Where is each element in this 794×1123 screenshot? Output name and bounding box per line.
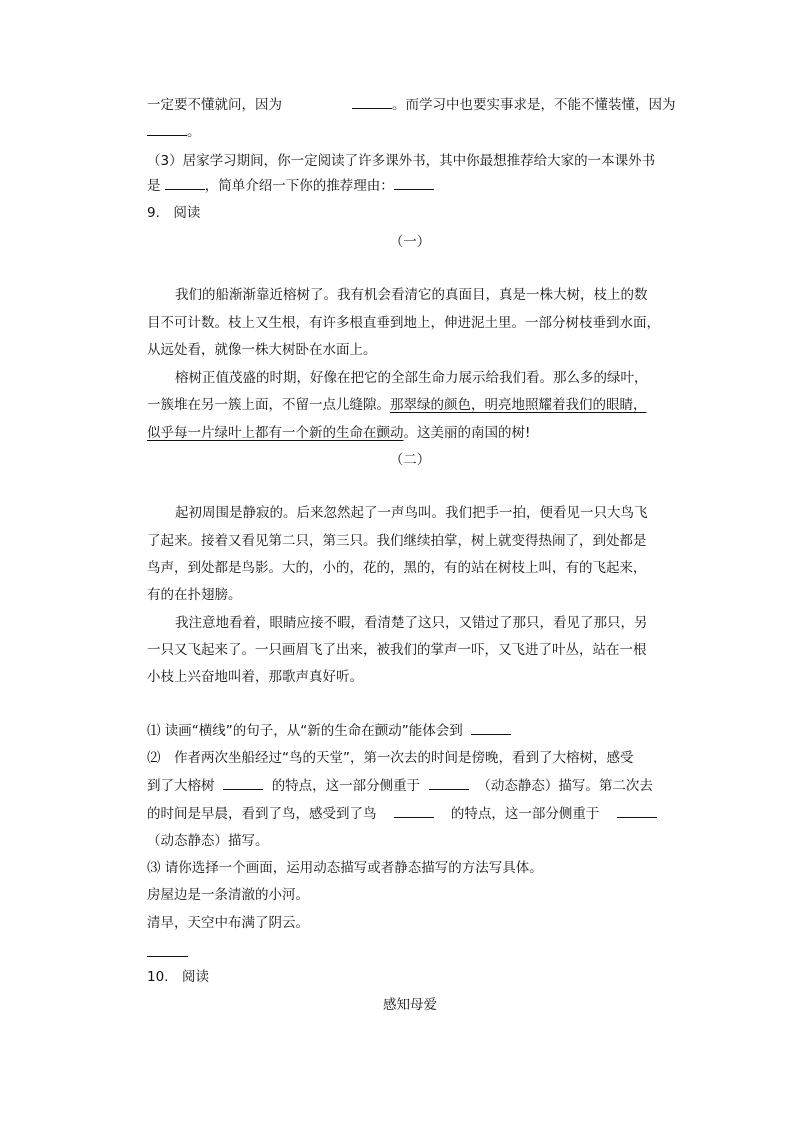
q10-passage-title: 感知母爱	[383, 997, 437, 1013]
sub-question-2-line-1: ⑵ 作者两次坐船经过“鸟的天堂”，第一次去的时间是傍晚，看到了大榕树，感受	[147, 750, 634, 766]
answer-blank[interactable]	[394, 176, 434, 190]
passage-3-line-3: 鸟声，到处都是鸟影。大的，小的，花的，黑的，有的站在树枝上叫，有的飞起来，	[147, 560, 647, 576]
sub-question-2-line-4: （动态静态）描写。	[147, 833, 269, 849]
passage-3-line-4: 有的在扑翅膀。	[147, 587, 242, 603]
q8-line-2: 。	[147, 122, 201, 142]
example-sentence-1: 房屋边是一条清澈的小河。	[147, 887, 309, 903]
q9-heading: 9. 阅读	[147, 205, 201, 221]
sub-question-2-line-2: 到了大榕树 的特点，这一部分侧重于 （动态静态）描写。第二次去	[147, 778, 653, 794]
answer-blank[interactable]	[429, 776, 469, 790]
example-sentence-2: 清早，天空中布满了阴云。	[147, 915, 309, 931]
underlined-sentence: 那翠绿的颜色，明亮地照耀着我们的眼睛，	[390, 397, 647, 413]
answer-blank[interactable]	[147, 956, 188, 957]
sub-question-3: ⑶ 请你选择一个画面，运用动态描写或者静态描写的方法写具体。	[147, 860, 543, 876]
section-1-title: （一）	[389, 234, 431, 250]
passage-4-line-1: 我注意地看着，眼睛应接不暇，看清楚了这只，又错过了那只，看见了那只，另	[175, 615, 648, 631]
answer-blank[interactable]	[617, 804, 657, 818]
section-2-title: （二）	[389, 452, 431, 468]
passage-3-line-2: 了起来。接着又看见第二只，第三只。我们继续拍掌，树上就变得热闹了，到处都是	[147, 533, 647, 549]
passage-4-line-2: 一只又飞起来了。一只画眉飞了出来，被我们的掌声一吓，又飞进了叶丛，站在一根	[147, 642, 647, 658]
passage-1-line-1: 我们的船渐渐靠近榕树了。我有机会看清它的真面目，真是一株大树，枝上的数	[175, 287, 648, 303]
answer-blank[interactable]	[147, 122, 187, 136]
answer-blank[interactable]	[394, 804, 434, 818]
passage-3-line-1: 起初周围是静寂的。后来忽然起了一声鸟叫。我们把手一拍，便看见一只大鸟飞	[175, 505, 648, 521]
answer-blank[interactable]	[165, 176, 205, 190]
passage-2-line-2: 一簇堆在另一簇上面，不留一点儿缝隙。那翠绿的颜色，明亮地照耀着我们的眼睛，	[147, 397, 647, 413]
q8-sub3-line-2: 是 ，简单介绍一下你的推荐理由：	[147, 176, 434, 196]
passage-4-line-3: 小枝上兴奋地叫着，那歌声真好听。	[147, 669, 363, 685]
passage-1-line-2: 目不可计数。枝上又生根，有许多根直垂到地上，伸进泥土里。一部分树枝垂到水面，	[147, 315, 660, 331]
answer-blank[interactable]	[352, 95, 392, 109]
answer-blank[interactable]	[223, 776, 263, 790]
q8-line-1: 一定要不懂就问，因为 。而学习中也要实事求是，不能不懂装懂，因为	[147, 97, 676, 113]
answer-blank[interactable]	[471, 721, 511, 735]
underlined-sentence: 似乎每一片绿叶上都有一个新的生命在颤动	[147, 425, 404, 441]
passage-1-line-3: 从远处看，就像一株大树卧在水面上。	[147, 342, 377, 358]
passage-2-line-1: 榕树正值茂盛的时期，好像在把它的全部生命力展示给我们看。那么多的绿叶，	[175, 370, 648, 386]
q8-sub3-line-1: （3）居家学习期间，你一定阅读了许多课外书，其中你最想推荐给大家的一本课外书	[147, 153, 656, 169]
sub-question-2-line-3: 的时间是早晨，看到了鸟，感受到了鸟 的特点，这一部分侧重于	[147, 804, 657, 824]
q10-heading: 10. 阅读	[147, 969, 209, 985]
passage-2-line-3: 似乎每一片绿叶上都有一个新的生命在颤动。这美丽的南国的树!	[147, 425, 531, 441]
sub-question-1: ⑴ 读画“横线”的句子，从“新的生命在颤动”能体会到	[147, 721, 511, 741]
